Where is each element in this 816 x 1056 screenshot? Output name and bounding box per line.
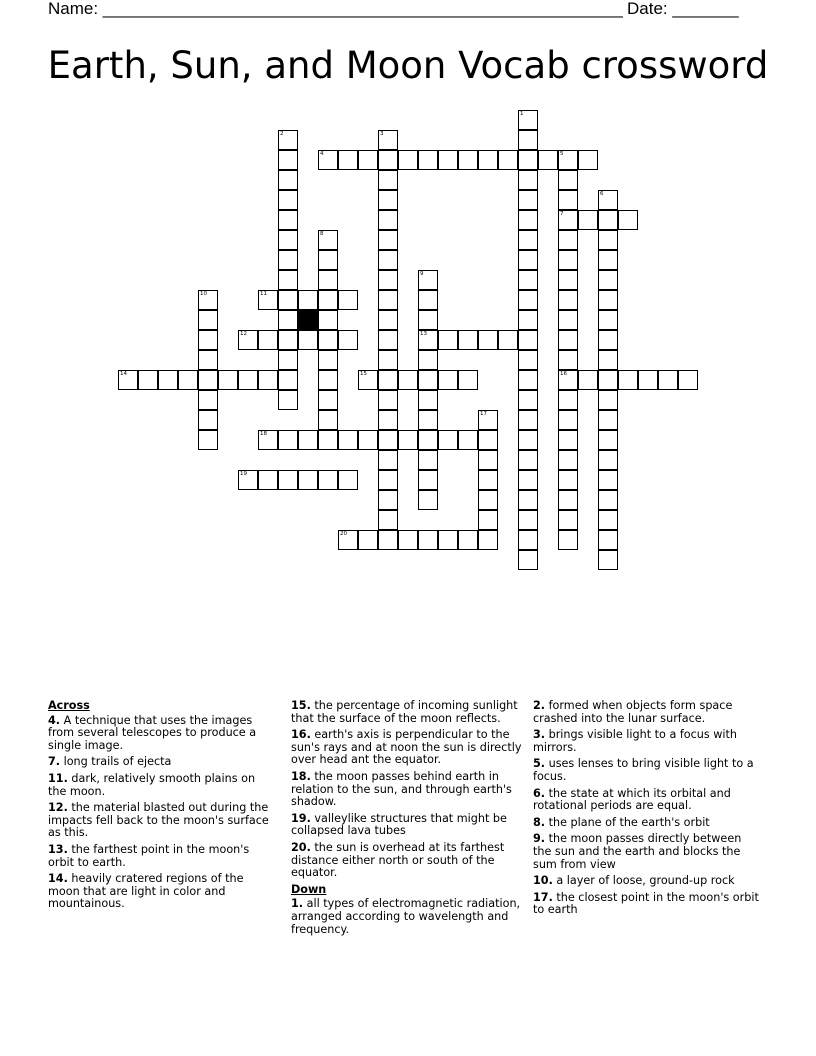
clue-across-13: 13. the farthest point in the moon's orbit to earth. <box>48 842 250 869</box>
grid-cell[interactable] <box>278 270 298 290</box>
grid-cell[interactable] <box>378 270 398 290</box>
grid-cell[interactable] <box>518 290 538 310</box>
grid-cell[interactable] <box>238 470 258 490</box>
grid-cell[interactable] <box>458 150 478 170</box>
grid-cell[interactable] <box>518 450 538 470</box>
grid-cell[interactable] <box>338 530 358 550</box>
grid-cell[interactable] <box>598 530 618 550</box>
grid-cell[interactable] <box>278 370 298 390</box>
grid-cell[interactable] <box>518 550 538 570</box>
grid-cell[interactable] <box>338 470 358 490</box>
grid-cell[interactable] <box>558 210 578 230</box>
grid-cell[interactable] <box>278 150 298 170</box>
black-square <box>298 310 318 330</box>
grid-cell[interactable] <box>258 290 278 310</box>
grid-cell[interactable] <box>278 210 298 230</box>
grid-cell[interactable] <box>418 290 438 310</box>
grid-cell[interactable] <box>318 230 338 250</box>
grid-cell[interactable] <box>278 430 298 450</box>
clue-across-16: 16. earth's axis is perpendicular to the sun's rays and at noon the sun is directly over head ant the equator. <box>291 728 522 767</box>
grid-cell[interactable] <box>298 330 318 350</box>
clue-number: 18 <box>260 431 267 437</box>
grid-cell[interactable] <box>438 150 458 170</box>
grid-cell[interactable] <box>418 390 438 410</box>
grid-cell[interactable] <box>318 250 338 270</box>
grid-cell[interactable] <box>518 250 538 270</box>
grid-cell[interactable] <box>418 370 438 390</box>
clue-number: 8 <box>320 231 324 237</box>
grid-cell[interactable] <box>378 370 398 390</box>
grid-cell[interactable] <box>518 490 538 510</box>
grid-cell[interactable] <box>598 330 618 350</box>
grid-cell[interactable] <box>558 530 578 550</box>
grid-cell[interactable] <box>378 310 398 330</box>
grid-cell[interactable] <box>558 170 578 190</box>
clue-across-14: 14. heavily cratered regions of the moon that are light in color and mountainous. <box>48 872 244 911</box>
grid-cell[interactable] <box>538 150 558 170</box>
clue-down-2: 2. formed when objects form space crashed into the lunar surface. <box>533 699 733 725</box>
grid-cell[interactable] <box>578 210 598 230</box>
grid-cell[interactable] <box>438 430 458 450</box>
grid-cell[interactable] <box>278 390 298 410</box>
grid-cell[interactable] <box>278 310 298 330</box>
clue-down-5: 5. uses lenses to bring visible light to a focus. <box>533 757 754 783</box>
grid-cell[interactable] <box>318 410 338 430</box>
grid-cell[interactable] <box>378 410 398 430</box>
grid-cell[interactable] <box>558 430 578 450</box>
grid-cell[interactable] <box>118 370 138 390</box>
grid-cell[interactable] <box>558 490 578 510</box>
clue-across-4: 4. A technique that uses the images from several telescopes to produce a single image. <box>48 713 257 752</box>
grid-cell[interactable] <box>198 370 218 390</box>
grid-cell[interactable] <box>378 130 398 150</box>
clue-number: 17 <box>480 411 487 417</box>
grid-cell[interactable] <box>598 270 618 290</box>
grid-cell[interactable] <box>598 370 618 390</box>
clue-number: 7 <box>560 211 564 217</box>
grid-cell[interactable] <box>318 470 338 490</box>
grid-cell[interactable] <box>598 390 618 410</box>
clue-across-18: 18. the moon passes behind earth in relation to the sun, and through earth's shadow. <box>291 769 512 809</box>
grid-cell[interactable] <box>318 150 338 170</box>
grid-cell[interactable] <box>558 250 578 270</box>
grid-cell[interactable] <box>378 170 398 190</box>
grid-cell[interactable] <box>258 430 278 450</box>
grid-cell[interactable] <box>338 290 358 310</box>
grid-cell[interactable] <box>158 370 178 390</box>
grid-cell[interactable] <box>198 290 218 310</box>
grid-cell[interactable] <box>558 370 578 390</box>
grid-cell[interactable] <box>378 530 398 550</box>
grid-cell[interactable] <box>378 210 398 230</box>
grid-cell[interactable] <box>378 190 398 210</box>
grid-cell[interactable] <box>558 270 578 290</box>
grid-cell[interactable] <box>558 390 578 410</box>
grid-cell[interactable] <box>338 150 358 170</box>
clue-number: 12 <box>240 331 247 337</box>
grid-cell[interactable] <box>518 150 538 170</box>
grid-cell[interactable] <box>398 430 418 450</box>
grid-cell[interactable] <box>518 510 538 530</box>
grid-cell[interactable] <box>598 210 618 230</box>
grid-cell[interactable] <box>478 510 498 530</box>
clue-down-17: 17. the closest point in the moon's orbit to earth <box>533 890 759 917</box>
grid-cell[interactable] <box>378 350 398 370</box>
grid-cell[interactable] <box>558 350 578 370</box>
grid-cell[interactable] <box>518 330 538 350</box>
grid-cell[interactable] <box>318 370 338 390</box>
clue-number: 14 <box>120 371 127 377</box>
clue-across-11: 11. dark, relatively smooth plains on the moon. <box>48 771 256 798</box>
clue-number: 11 <box>260 291 267 297</box>
grid-cell[interactable] <box>418 410 438 430</box>
grid-cell[interactable] <box>378 470 398 490</box>
grid-cell[interactable] <box>478 330 498 350</box>
grid-cell[interactable] <box>318 330 338 350</box>
grid-cell[interactable] <box>478 450 498 470</box>
grid-cell[interactable] <box>318 350 338 370</box>
grid-cell[interactable] <box>398 370 418 390</box>
grid-cell[interactable] <box>438 330 458 350</box>
grid-cell[interactable] <box>418 150 438 170</box>
clue-across-15: 15. the percentage of incoming sunlight that the surface of the moon reflects. <box>291 699 518 725</box>
grid-cell[interactable] <box>418 350 438 370</box>
grid-cell[interactable] <box>518 230 538 250</box>
grid-cell[interactable] <box>498 150 518 170</box>
grid-cell[interactable] <box>558 290 578 310</box>
clue-number: 10 <box>200 291 207 297</box>
grid-cell[interactable] <box>278 290 298 310</box>
grid-cell[interactable] <box>658 370 678 390</box>
grid-cell[interactable] <box>598 470 618 490</box>
grid-cell[interactable] <box>438 530 458 550</box>
grid-cell[interactable] <box>358 430 378 450</box>
grid-cell[interactable] <box>378 290 398 310</box>
grid-cell[interactable] <box>498 330 518 350</box>
clue-number: 15 <box>360 371 367 377</box>
grid-cell[interactable] <box>358 150 378 170</box>
clue-across-12: 12. the material blasted out during the impacts fell back to the moon's surface as this. <box>48 801 269 840</box>
grid-cell[interactable] <box>378 430 398 450</box>
grid-cell[interactable] <box>558 230 578 250</box>
grid-cell[interactable] <box>558 510 578 530</box>
grid-cell[interactable] <box>518 350 538 370</box>
grid-cell[interactable] <box>198 330 218 350</box>
clue-number: 19 <box>240 471 247 477</box>
grid-cell[interactable] <box>598 290 618 310</box>
grid-cell[interactable] <box>278 350 298 370</box>
clues-column-1 <box>48 700 270 915</box>
grid-cell[interactable] <box>378 510 398 530</box>
grid-cell[interactable] <box>318 430 338 450</box>
grid-cell[interactable] <box>518 430 538 450</box>
clue-across-20: 20. the sun is overhead at its farthest distance either north or south of the equator. <box>291 840 505 880</box>
grid-cell[interactable] <box>578 150 598 170</box>
grid-cell[interactable] <box>278 470 298 490</box>
grid-cell[interactable] <box>558 190 578 210</box>
name-field-label: Name: _______________________________________________________ <box>48 0 623 18</box>
grid-cell[interactable] <box>358 370 378 390</box>
clue-number: 16 <box>560 371 567 377</box>
grid-cell[interactable] <box>318 310 338 330</box>
grid-cell[interactable] <box>278 250 298 270</box>
clue-down-9: 9. the moon passes directly between the sun and the earth and blocks the sum from view <box>533 832 742 871</box>
grid-cell[interactable] <box>558 450 578 470</box>
grid-cell[interactable] <box>618 370 638 390</box>
clue-number: 9 <box>420 271 424 277</box>
grid-cell[interactable] <box>618 210 638 230</box>
grid-cell[interactable] <box>318 290 338 310</box>
grid-cell[interactable] <box>418 470 438 490</box>
grid-cell[interactable] <box>518 130 538 150</box>
grid-cell[interactable] <box>178 370 198 390</box>
across-heading: Across <box>48 699 90 712</box>
clue-down-8: 8. the plane of the earth's orbit <box>533 815 710 829</box>
grid-cell[interactable] <box>558 410 578 430</box>
grid-cell[interactable] <box>378 490 398 510</box>
grid-cell[interactable] <box>598 450 618 470</box>
grid-cell[interactable] <box>418 430 438 450</box>
grid-cell[interactable] <box>518 170 538 190</box>
grid-cell[interactable] <box>598 250 618 270</box>
grid-cell[interactable] <box>518 110 538 130</box>
grid-cell[interactable] <box>598 510 618 530</box>
grid-cell[interactable] <box>278 130 298 150</box>
grid-cell[interactable] <box>218 370 238 390</box>
grid-cell[interactable] <box>518 470 538 490</box>
grid-cell[interactable] <box>478 430 498 450</box>
clues-column-3 <box>533 700 761 921</box>
clue-number: 5 <box>560 151 564 157</box>
clue-number: 3 <box>380 131 384 137</box>
grid-cell[interactable] <box>198 350 218 370</box>
grid-cell[interactable] <box>378 230 398 250</box>
grid-cell[interactable] <box>598 490 618 510</box>
grid-cell[interactable] <box>598 190 618 210</box>
grid-cell[interactable] <box>478 470 498 490</box>
grid-cell[interactable] <box>458 430 478 450</box>
grid-cell[interactable] <box>338 330 358 350</box>
grid-cell[interactable] <box>458 530 478 550</box>
clue-down-3: 3. brings visible light to a focus with mirrors. <box>533 728 738 754</box>
down-heading: Down <box>291 882 327 896</box>
grid-cell[interactable] <box>278 170 298 190</box>
grid-cell[interactable] <box>298 290 318 310</box>
grid-cell[interactable] <box>558 150 578 170</box>
grid-cell[interactable] <box>478 530 498 550</box>
grid-cell[interactable] <box>518 270 538 290</box>
grid-cell[interactable] <box>478 150 498 170</box>
grid-cell[interactable] <box>598 430 618 450</box>
grid-cell[interactable] <box>638 370 658 390</box>
grid-cell[interactable] <box>398 150 418 170</box>
clue-across-19: 19. valleylike structures that might be collapsed lava tubes <box>291 811 507 838</box>
grid-cell[interactable] <box>558 310 578 330</box>
grid-cell[interactable] <box>198 410 218 430</box>
clue-number: 13 <box>420 331 427 337</box>
grid-cell[interactable] <box>418 490 438 510</box>
grid-cell[interactable] <box>418 450 438 470</box>
grid-cell[interactable] <box>478 490 498 510</box>
clue-down-6: 6. the state at which its orbital and rotational periods are equal. <box>533 786 731 813</box>
clues-column-2 <box>291 700 523 940</box>
grid-cell[interactable] <box>418 310 438 330</box>
grid-cell[interactable] <box>518 530 538 550</box>
clue-number: 20 <box>340 531 347 537</box>
clue-number: 4 <box>320 151 324 157</box>
clue-number: 1 <box>520 111 524 117</box>
grid-cell[interactable] <box>258 470 278 490</box>
grid-cell[interactable] <box>438 370 458 390</box>
date-field-label: Date: _______ <box>627 0 739 18</box>
grid-cell[interactable] <box>518 190 538 210</box>
grid-cell[interactable] <box>518 370 538 390</box>
grid-cell[interactable] <box>318 390 338 410</box>
grid-cell[interactable] <box>458 330 478 350</box>
page-title: Earth, Sun, and Moon Vocab crossword <box>47 44 769 87</box>
grid-cell[interactable] <box>378 250 398 270</box>
grid-cell[interactable] <box>598 310 618 330</box>
grid-cell[interactable] <box>278 330 298 350</box>
grid-cell[interactable] <box>298 430 318 450</box>
grid-cell[interactable] <box>598 350 618 370</box>
grid-cell[interactable] <box>318 270 338 290</box>
grid-cell[interactable] <box>138 370 158 390</box>
clue-across-7: 7. long trails of ejecta <box>48 755 172 769</box>
grid-cell[interactable] <box>598 550 618 570</box>
grid-cell[interactable] <box>458 370 478 390</box>
grid-cell[interactable] <box>378 450 398 470</box>
clue-number: 6 <box>600 191 604 197</box>
clue-down-10: 10. a layer of loose, ground-up rock <box>533 874 735 888</box>
grid-cell[interactable] <box>198 310 218 330</box>
grid-cell[interactable] <box>238 330 258 350</box>
grid-cell[interactable] <box>378 390 398 410</box>
grid-cell[interactable] <box>338 430 358 450</box>
grid-cell[interactable] <box>558 470 578 490</box>
grid-cell[interactable] <box>278 190 298 210</box>
grid-cell[interactable] <box>478 410 498 430</box>
grid-cell[interactable] <box>418 270 438 290</box>
grid-cell[interactable] <box>678 370 698 390</box>
grid-cell[interactable] <box>238 370 258 390</box>
grid-cell[interactable] <box>418 330 438 350</box>
grid-cell[interactable] <box>378 330 398 350</box>
grid-cell[interactable] <box>518 410 538 430</box>
grid-cell[interactable] <box>518 390 538 410</box>
grid-cell[interactable] <box>518 210 538 230</box>
grid-cell[interactable] <box>558 330 578 350</box>
grid-cell[interactable] <box>258 330 278 350</box>
grid-cell[interactable] <box>418 530 438 550</box>
grid-cell[interactable] <box>198 430 218 450</box>
grid-cell[interactable] <box>598 410 618 430</box>
grid-cell[interactable] <box>578 370 598 390</box>
grid-cell[interactable] <box>258 370 278 390</box>
grid-cell[interactable] <box>298 470 318 490</box>
grid-cell[interactable] <box>278 230 298 250</box>
clue-number: 2 <box>280 131 284 137</box>
grid-cell[interactable] <box>518 310 538 330</box>
grid-cell[interactable] <box>398 530 418 550</box>
grid-cell[interactable] <box>378 150 398 170</box>
clue-down-1: 1. all types of electromagnetic radiation, arranged according to wavelength and frequency. <box>291 897 521 936</box>
grid-cell[interactable] <box>598 230 618 250</box>
grid-cell[interactable] <box>198 390 218 410</box>
grid-cell[interactable] <box>358 530 378 550</box>
